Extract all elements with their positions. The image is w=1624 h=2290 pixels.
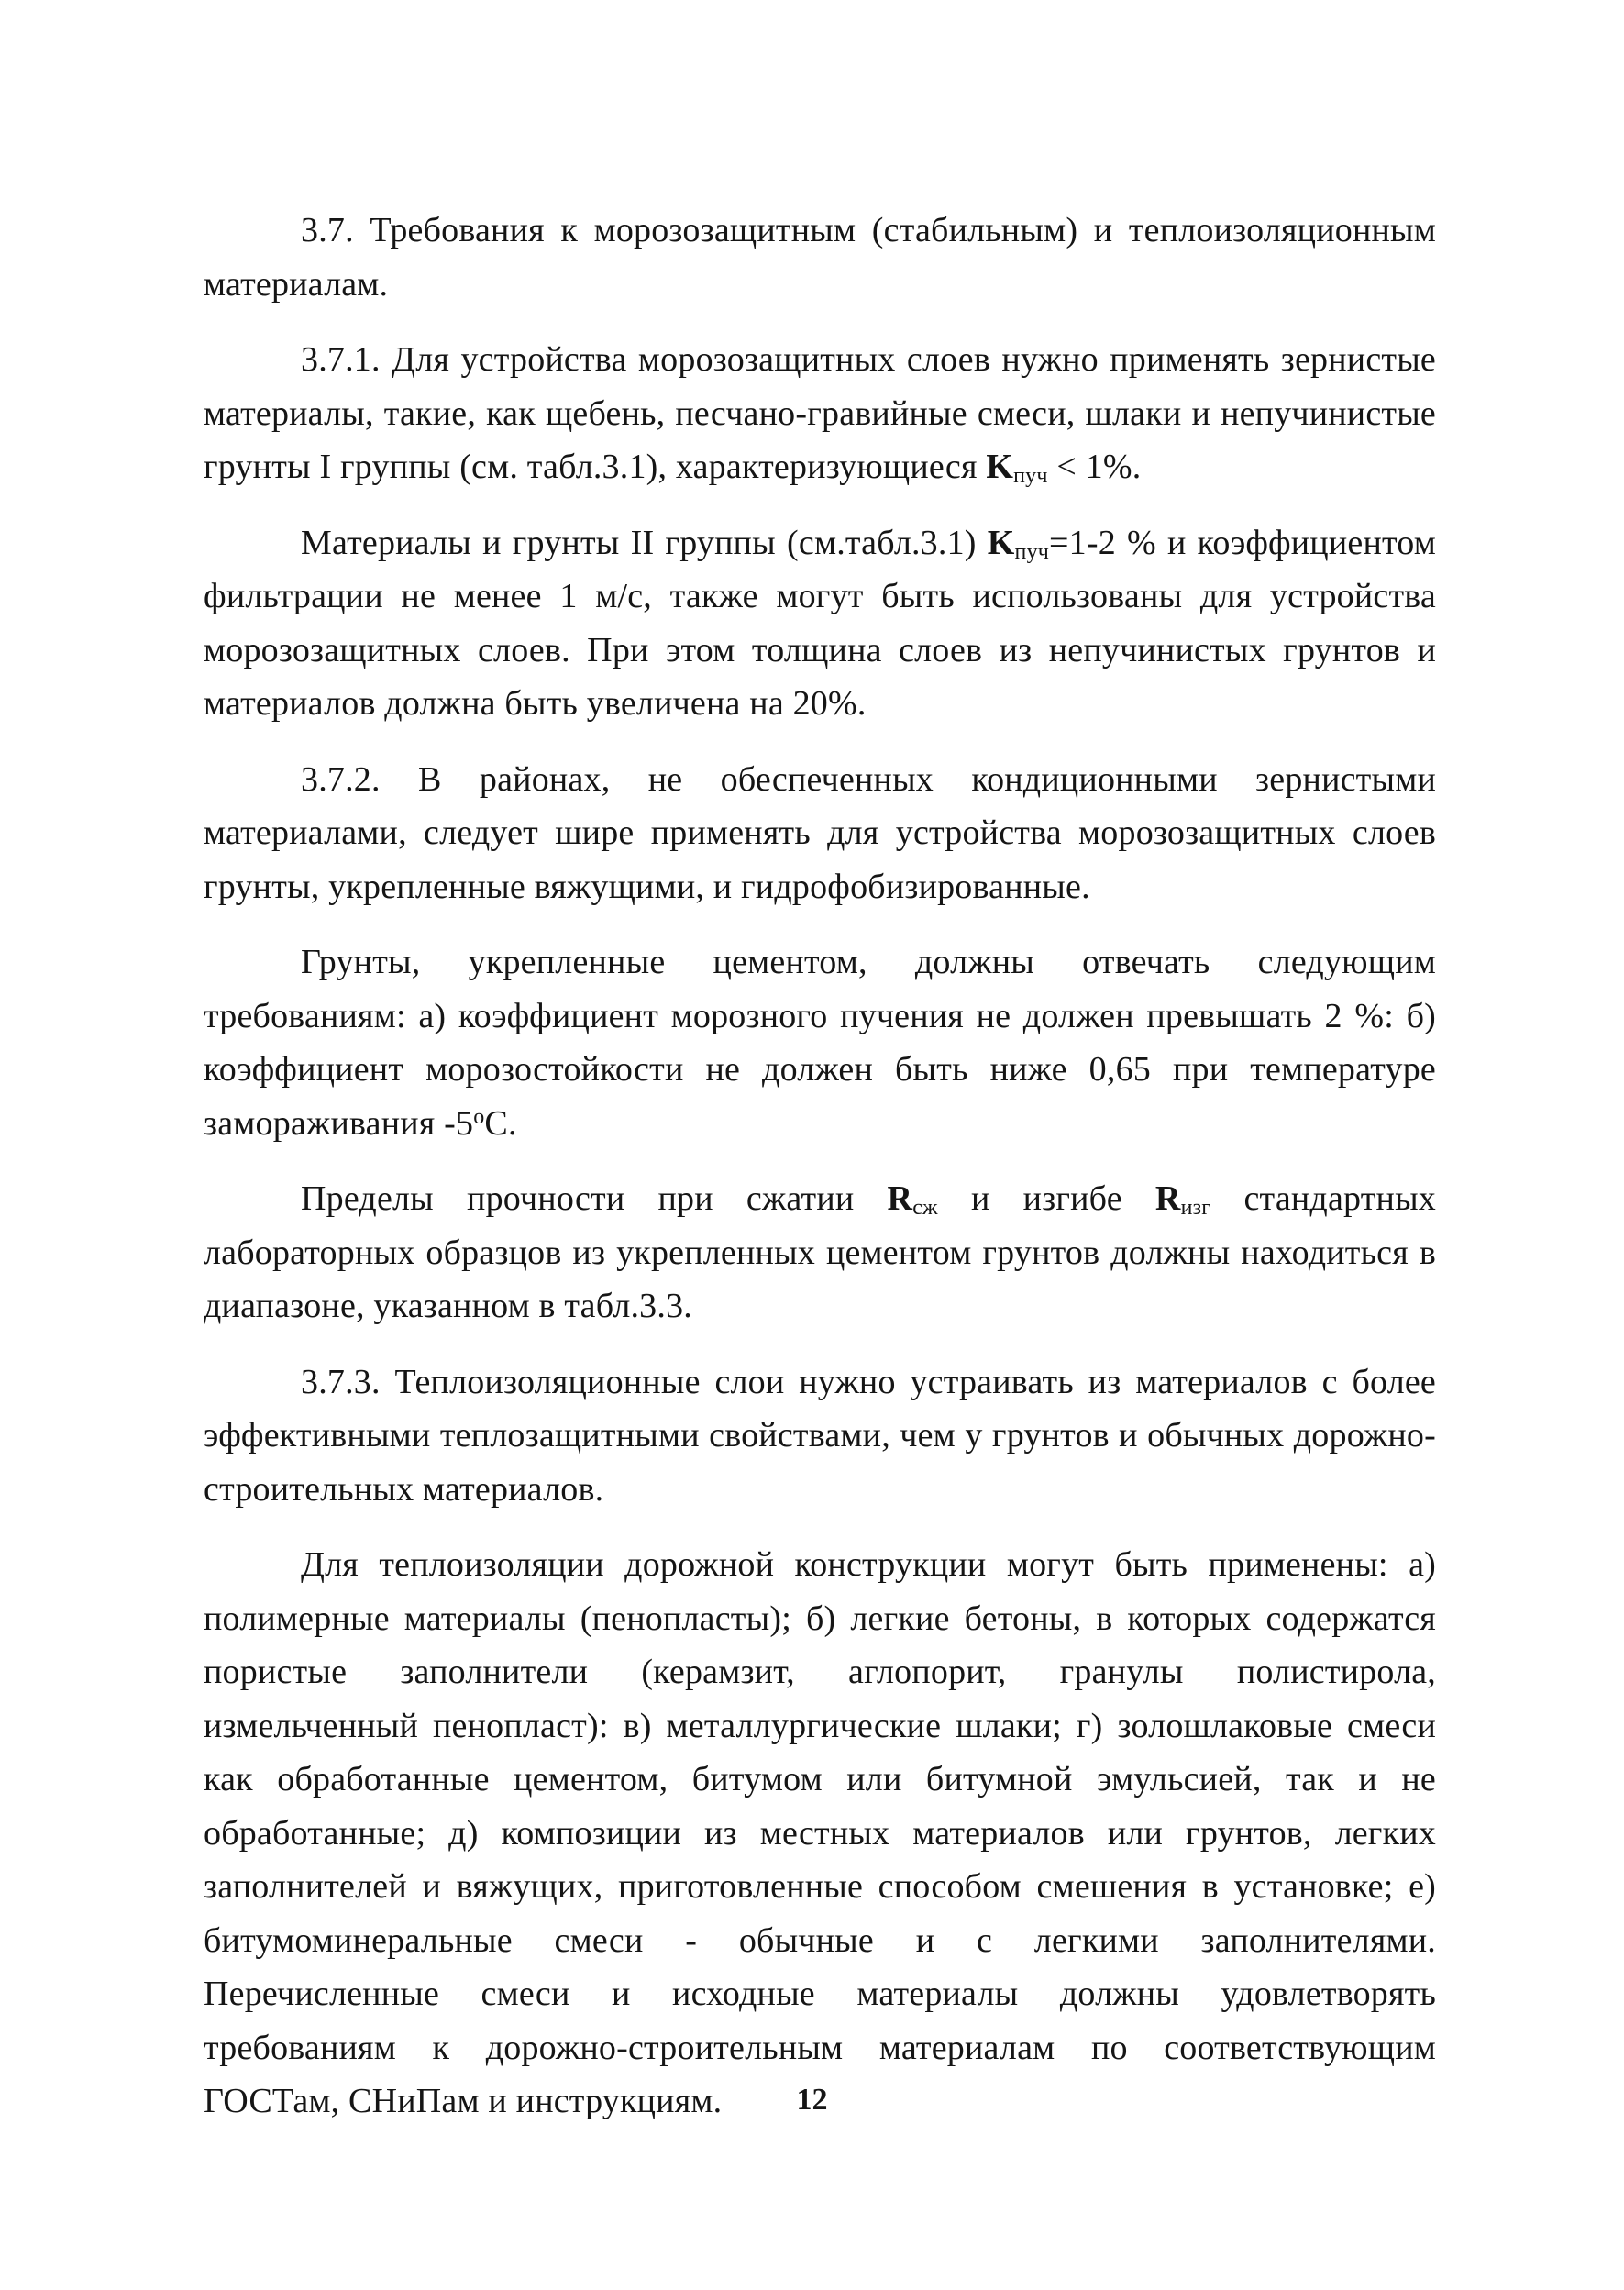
paragraph-strength-limits [204, 1172, 1436, 1333]
kpuch-subscript: пуч [1013, 464, 1048, 488]
degree-sign: o [473, 1104, 485, 1129]
page-number: 12 [796, 2083, 828, 2117]
paragraph-text: 3.7.1. Для устройства морозозащитных слоев нужно применять зернистые материалы, такие, как щебень, песчано-гравийные смеси, шлаки и непучинистые грунты I группы (см. табл.3.1), характеризующиеся [204, 340, 1436, 486]
paragraph-3-7-2 [204, 753, 1436, 914]
body-text [204, 204, 1436, 2151]
rsj-subscript: сж [912, 1196, 938, 1220]
paragraph-text: 3.7. Требования к морозозащитным (стабильным) и теплоизоляционным материалам. [204, 211, 1436, 304]
paragraph-text: Пределы прочности при сжатии [301, 1179, 855, 1218]
paragraph-text-tail: стандартных лабораторных образцов из укрепленных цементом грунтов должны находиться в диапазоне, указанном в табл.3.3. [204, 1179, 1436, 1325]
paragraph-text-middle: и изгибе [937, 1179, 1155, 1218]
paragraph-text-tail: =1-2 % и коэффициентом фильтрации не менее 1 м/с, также могут быть использованы для устройства морозозащитных слоев. При этом толщина слоев из непучинистых грунтов и материалов должна быть увеличена на 20%. [204, 523, 1437, 723]
paragraph-text-tail: C. [484, 1103, 517, 1143]
paragraph-text-tail: < 1%. [1047, 448, 1142, 486]
paragraph-3-7-1 [204, 333, 1436, 494]
rizg-subscript: изг [1180, 1196, 1211, 1220]
paragraph-text: Материалы и грунты II группы (см.табл.3.1) [301, 523, 977, 562]
section-heading-3-7 [204, 204, 1436, 311]
paragraph-text: Для теплоизоляции дорожной конструкции могут быть применены: а) полимерные материалы (пенопласты); б) легкие бетоны, в которых содержатся пористые заполнители (керамзит, аглопорит, гранулы полистирола, измельченный пенопласт): в) металлургические шлаки; г) золошлаковые смеси как обработанные цементом, битумом или битумной эмульсией, так и не обработанные; д) композиции из местных материалов или грунтов, легких заполнителей и вяжущих, приготовленные способом смешения в установке; е) битумоминеральные смеси - обычные и с легкими заполнителями. Перечисленные смеси и исходные материалы должны удовлетворять требованиям к дорожно-строительным материалам по соответствующим ГОСТам, СНиПам и инструкциям. [204, 1545, 1436, 2120]
kpuch-symbol: K [986, 448, 1014, 486]
paragraph-cement-soils [204, 935, 1436, 1150]
paragraph-text: 3.7.3. Теплоизоляционные слои нужно устраивать из материалов с более эффективными теплозащитными свойствами, чем у грунтов и обычных дорожно-строительных материалов. [204, 1362, 1436, 1509]
paragraph-thermal-insulation [204, 1538, 1436, 2129]
paragraph-group-ii [204, 516, 1436, 731]
kpuch-symbol: K [987, 523, 1015, 562]
rsj-symbol: R [887, 1179, 913, 1218]
rizg-symbol: R [1154, 1179, 1181, 1218]
paragraph-text: Грунты, укрепленные цементом, должны отвечать следующим требованиям: а) коэффициент морозного пучения не должен превышать 2 %: б) коэффициент морозостойкости не должен быть ниже 0,65 при температуре замораживания -5 [204, 943, 1436, 1143]
paragraph-text: 3.7.2. В районах, не обеспеченных кондиционными зернистыми материалами, следует шире применять для устройства морозозащитных слоев грунты, укрепленные вяжущими, и гидрофобизированные. [204, 759, 1436, 906]
kpuch-subscript: пуч [1014, 539, 1050, 564]
paragraph-3-7-3 [204, 1355, 1436, 1517]
